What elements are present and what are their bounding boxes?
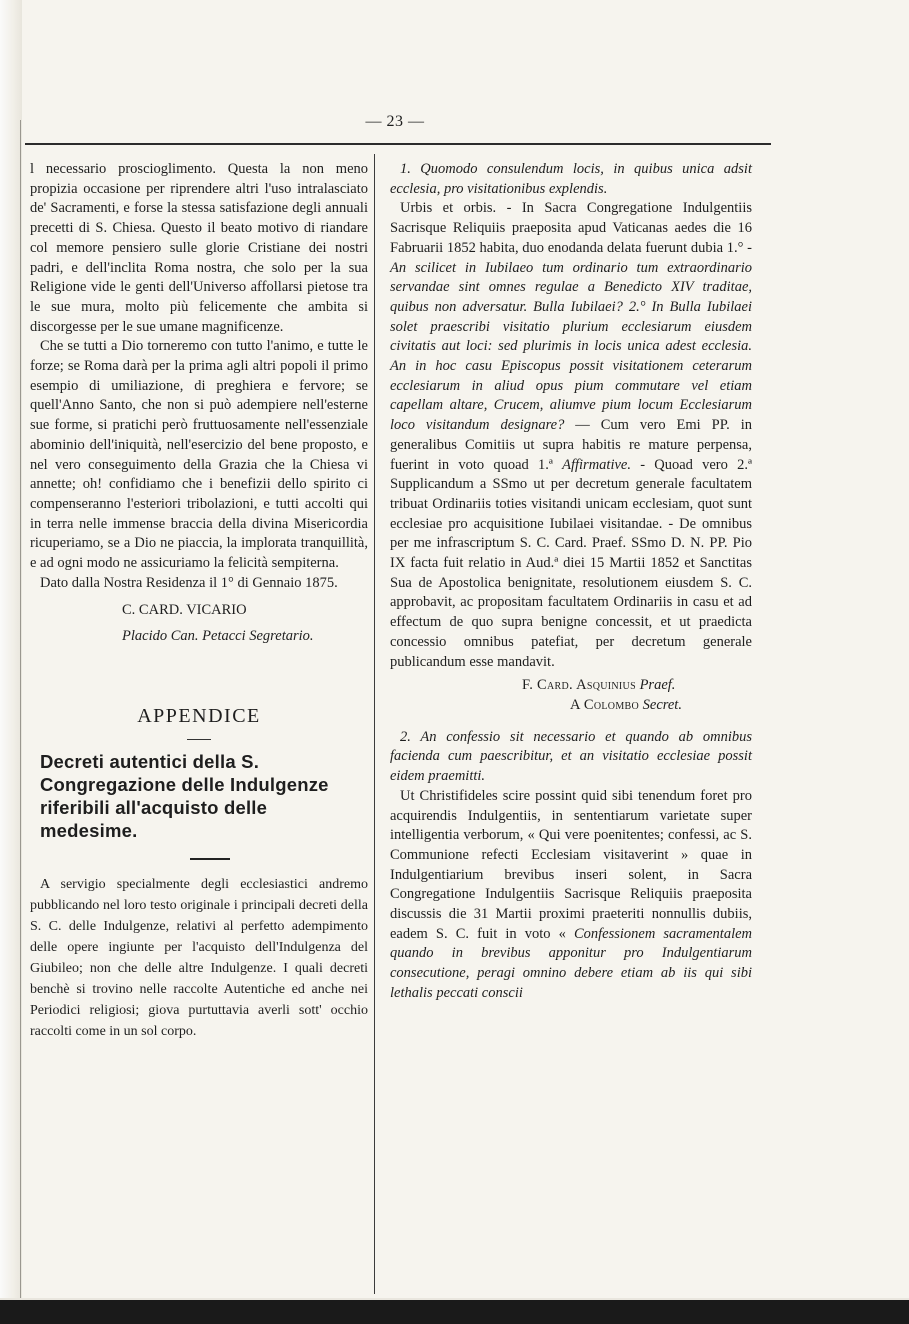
secretary-role: Secret. (642, 696, 682, 713)
signature-secretary-right (390, 696, 752, 716)
decree-1-questions: An scilicet in Iubilaeo tum ordinario tum extraordinario servandae sint omnes regulae a Benedicto XIV traditae, quibus non adversatur. Bulla Iubilaei? 2.° In Bulla Iubilaei solet praescribi visitatio plurium ecclesiarum eiusdem civitatis aut loci: sed plurimis in locis unica adest ecclesia. An in hoc casu Episcopus possit visitationem ceterarum ecclesiarum in aliud opus pium commutare vel etiam capellam altare, Crucem, aliumve pium locum Ecclesiarum loco visitandum designare? (390, 259, 752, 434)
left-paragraph-2: Che se tutti a Dio torneremo con tutto l'animo, e tutte le forze; se Roma darà per la prima agli altri popoli il primo esempio di umiliazione, di preghiera e fervore; se quell'Anno Santo, che non si può adempiere nell'esterne sue forme, si pratichi però fruttuosamente nell'essenziale abominio dell'iniquità, nell'esercizio del bene proposto, e nel vero conseguimento della Grazia che la Chiesa vi annette; oh! confidiamo che i benefizii dello spirito ci compenseranno l'esteriori tribolazioni, e tutti accolti qui in terra nelle immense braccia della divina Misericordia ricuperiamo, se a Dio ne piaccia, la implorata tranquillità, e ad ogni modo ne assicuriamo la felicità sempiterna. (30, 338, 368, 572)
decree-2-body (390, 787, 752, 1004)
signature-prefect (390, 676, 752, 696)
page-left-edge (0, 0, 22, 1324)
appendix-rule (187, 739, 211, 740)
signature-cardinal-vicar: C. CARD. VICARIO (122, 602, 247, 619)
binding-line (20, 120, 21, 1300)
decree-2-quote: Confessionem sacramentalem quando in brevibus apponitur pro Indulgentiarum consecutione, peragi omnino debere etiam ab iis qui sibi lethalis peccati conscii (390, 925, 753, 1001)
decree-1-body (390, 199, 752, 672)
decree-1-title: 1. Quomodo consulendum locis, in quibus unica adsit ecclesia, pro visitationibus explendis. (390, 161, 752, 197)
decree-1-affirmative: Affirmative. (562, 456, 631, 473)
subheading-rule (190, 858, 230, 860)
appendix-subheading: Decreti autentici della S. Congregazione delle Indulgenze riferibili all'acquisto delle medesime. (40, 750, 329, 841)
left-column (30, 160, 368, 1042)
bottom-edge (0, 1300, 909, 1324)
page-number: — 23 — (365, 113, 425, 130)
right-column (390, 160, 752, 1004)
appendix-intro: A servigio specialmente degli ecclesiastici andremo pubblicando nel loro testo originale i principali decreti della S. C. delle Indulgenze, relativi al perfetto adempimento delle opere ingiunte per l'acquisto dell'Indulgenza del Giubileo; non che delle altre Indulgenze. I quali decreti benchè si trovino nelle raccolte Autentiche ed anche nei Periodici religiosi; giova purtuttavia averli sott' occhio raccolti come in un sol corpo. (30, 876, 368, 1039)
column-divider (374, 154, 375, 1294)
decree-1-lead: Urbis et orbis. - In Sacra Congregatione Indulgentiis Sacrisque Reliquiis praeposita apud Vaticanas aedes die 16 Fabruarii 1852 habita, duo enodanda delata fuerunt dubia 1.° - (390, 200, 752, 256)
signature-secretary: Placido Can. Petacci Segretario. (122, 628, 314, 645)
decree-2-title: 2. An confessio sit necessario et quando ab omnibus facienda cum paescribitur, et an visitatio ecclesiae possit eidem praemitti. (390, 728, 752, 785)
prefect-name: F. Card. Asquinius (522, 677, 636, 694)
decree-2-lead: Ut Christifideles scire possint quid sibi tenendum foret pro acquirendis Indulgentiis, in sententiarum varietate super intelligentia verborum, « Qui vere poenitentes; confessi, ac S. Communione refecti Ecclesiam visitaverint » quae in Indulgentiarium brevibus inseri solent, in Sacra Congregatione Indulgentiis Sacrisque Reliquiis praeposita discussis die 31 Martii proximi praeteriti nonnullis dubiis, eadem S. C. fuit in voto « (390, 787, 752, 942)
header-rule (25, 143, 771, 145)
date-line: Dato dalla Nostra Residenza il 1° di Gennaio 1875. (40, 574, 338, 591)
decree-2-heading (390, 728, 752, 787)
appendix-title: APPENDICE (137, 704, 261, 727)
decree-1-heading (390, 160, 752, 199)
prefect-role: Praef. (639, 677, 676, 694)
decree-1-response: — Cum vero Emi PP. in generalibus Comitiis ut supra habitis re mature perpensa, fuerint in voto quoad 1.ª (390, 417, 752, 473)
secretary-name: A Colombo (570, 696, 640, 713)
decree-1-rest: - Quoad vero 2.ª Supplicandum a SSmo ut per decretum generale facultatem tribuat Ordinariis toties visitandi unicam ecclesiam, quot sunt ecclesiae pro acquisitione Iubilaei visitandae. - De omnibus per me infrascriptum S. C. Card. Praef. SSmo D. N. PP. Pio IX facta fuit relatio in Aud.ª diei 15 Martii 1852 et Sanctitas Sua de Apostolica benignitate, resolutionem eiusdem S. C. approbavit, ac propositam facultatem Ordinariis in casu et ad effectum de quo supra benigne concessit, et ut praedicta concessio omnibus patefiat, per decretum generale publicandum esse mandavit. (390, 456, 752, 670)
left-paragraph-1: l necessario proscioglimento. Questa la non meno propizia occasione per riprendere altri l'uso intralasciato de' Sacramenti, e forse la stessa satisfazione degli annuali precetti di S. Chiesa. Questo il beato motivo di riandare col memore pensiero sulle glorie Cristiane dei nostri padri, e dell'inclita Roma nostra, che solo per la sua Religione vide le genti dell'Universo affollarsi pietose tra le sue mura, molto più felicemente che ambita si discorgesse per le sue umane magnificenze. (30, 161, 368, 335)
